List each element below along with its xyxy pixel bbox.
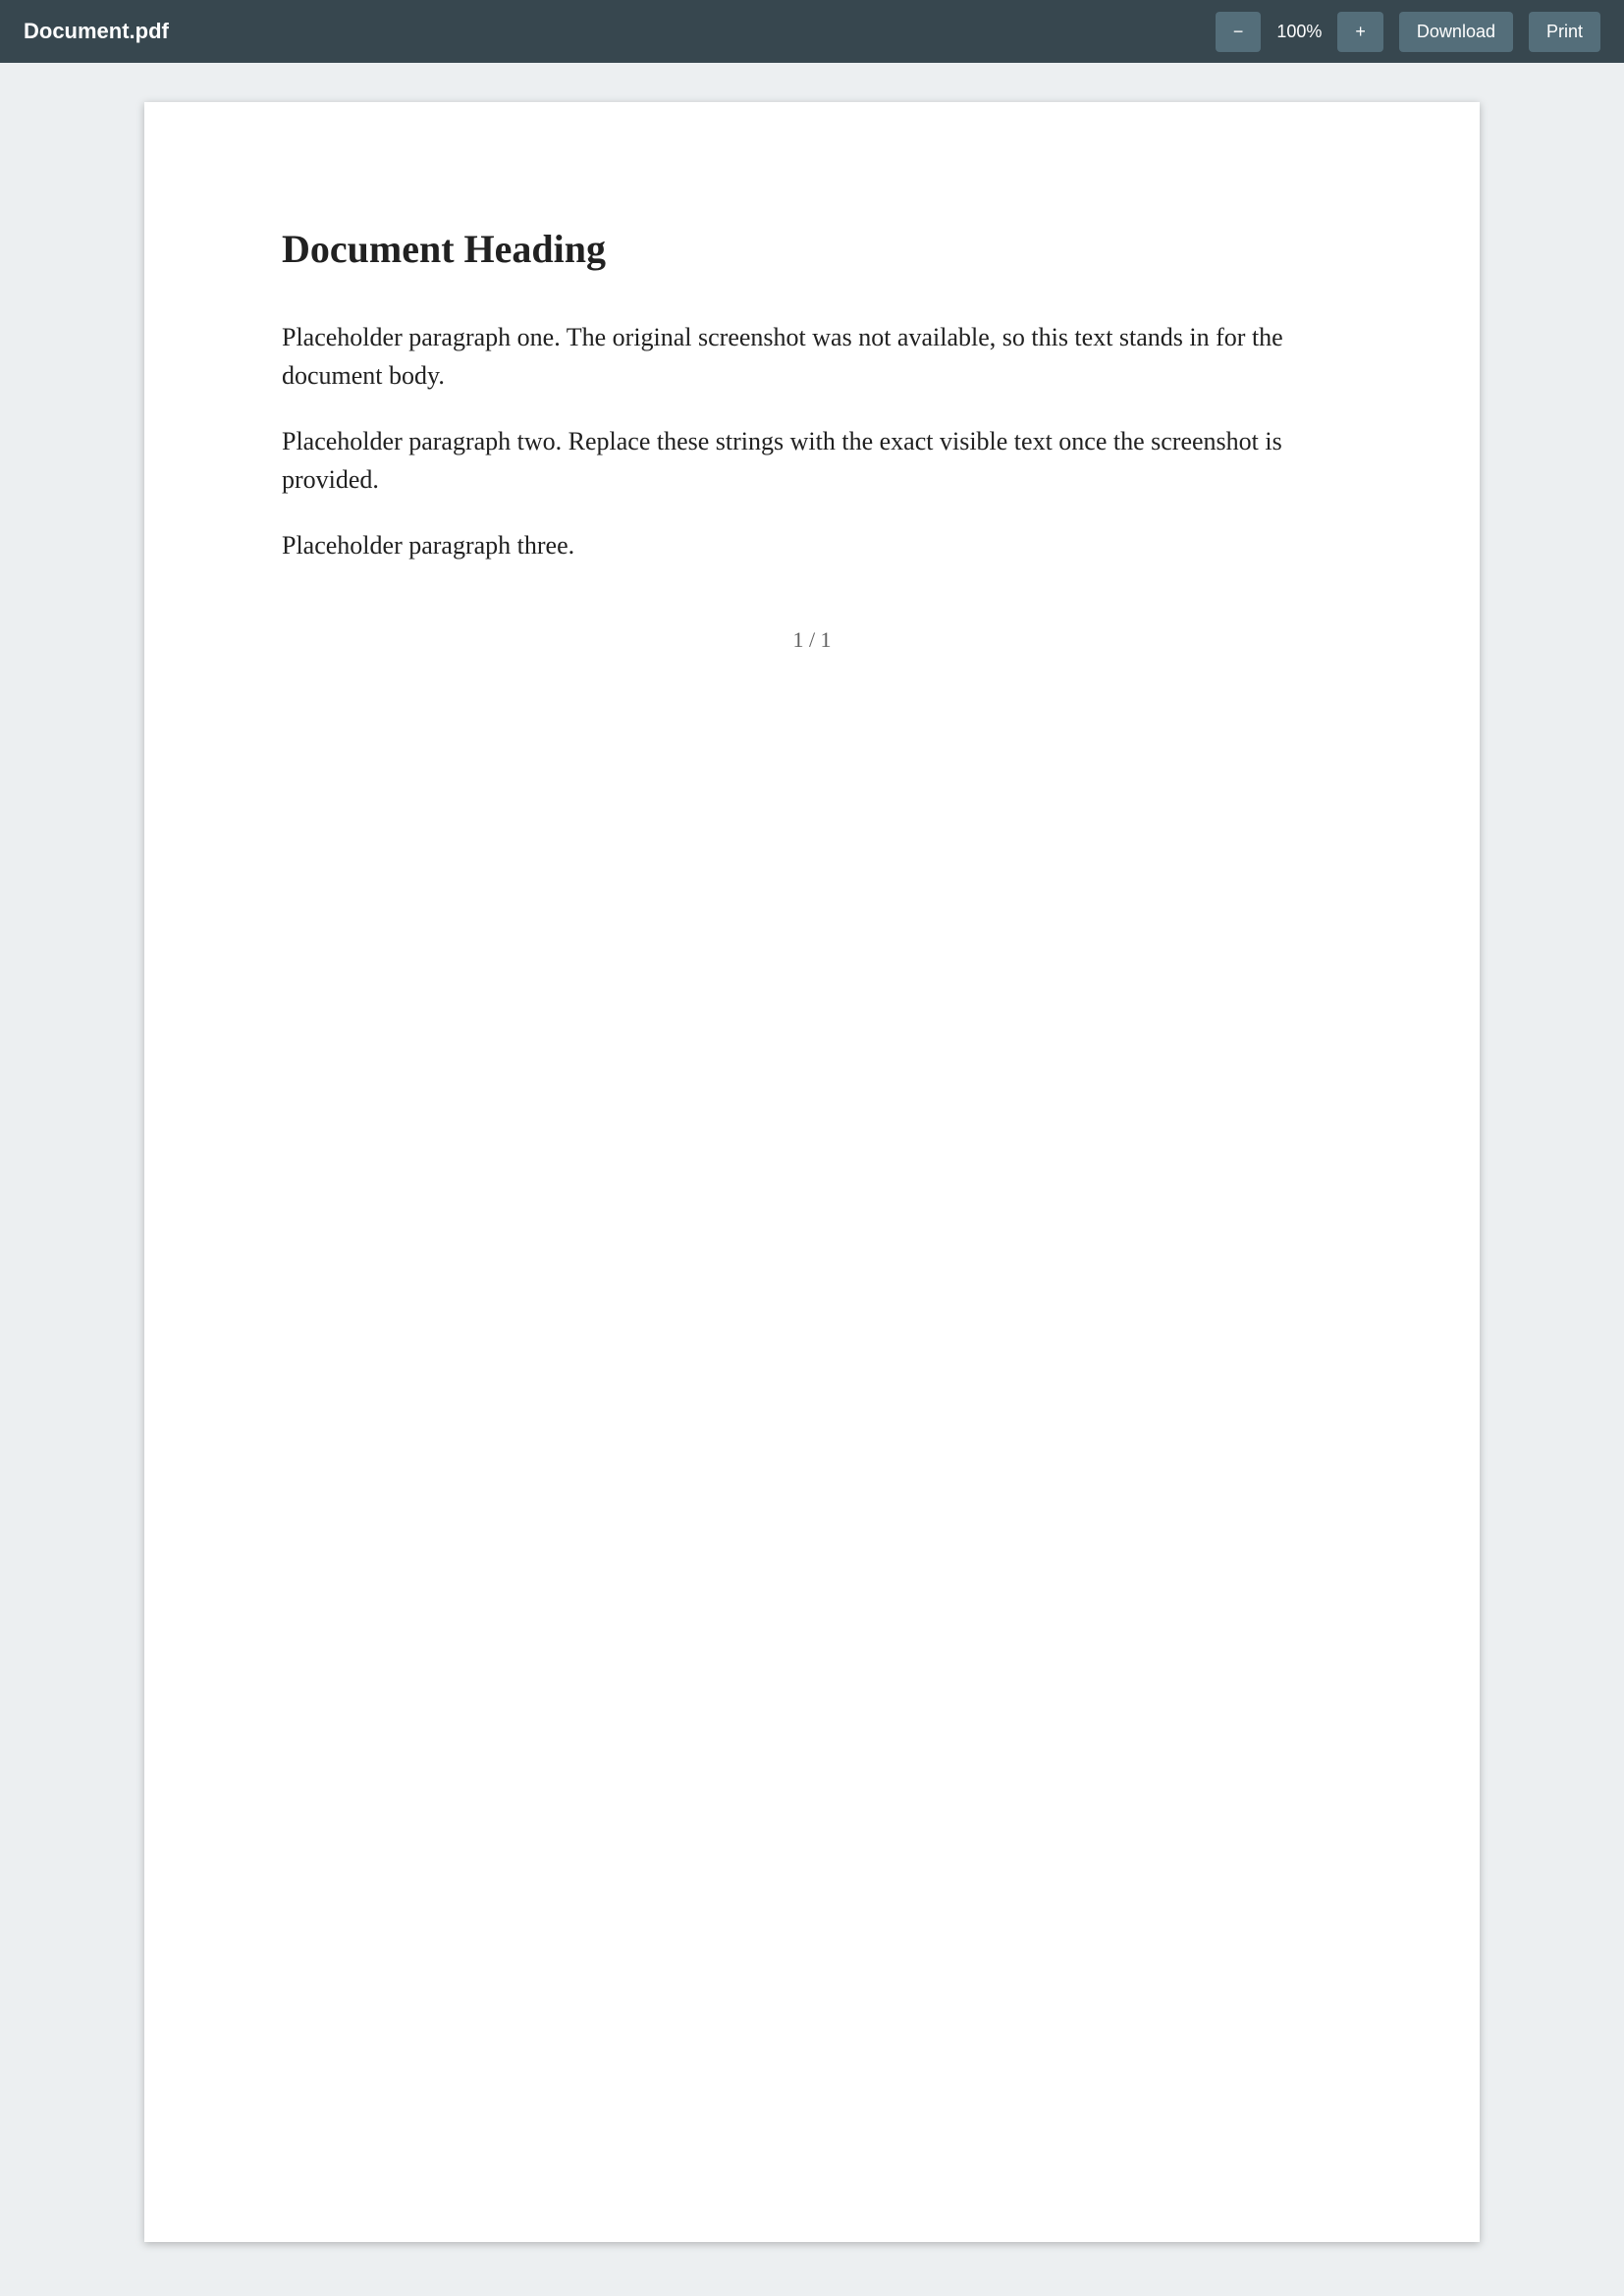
body-paragraph: Placeholder paragraph two. Replace these strings with the exact visible text once the screenshot is provided. bbox=[282, 427, 1282, 494]
document-page bbox=[144, 102, 1480, 2242]
page-heading: Document Heading bbox=[282, 227, 606, 271]
page-number: 1 / 1 bbox=[792, 627, 832, 652]
body-paragraph: Placeholder paragraph one. The original screenshot was not available, so this text stands in for the document body. bbox=[282, 323, 1283, 390]
zoom-level: 100% bbox=[1276, 21, 1323, 41]
viewer-area[interactable] bbox=[0, 63, 1624, 2296]
body-paragraph: Placeholder paragraph three. bbox=[282, 531, 575, 560]
document-title: Document.pdf bbox=[24, 19, 169, 43]
toolbar bbox=[0, 0, 1624, 63]
zoom-out-button[interactable]: − bbox=[1216, 12, 1262, 52]
download-button[interactable]: Download bbox=[1399, 12, 1513, 52]
print-button[interactable]: Print bbox=[1529, 12, 1600, 52]
zoom-in-button[interactable]: + bbox=[1337, 12, 1383, 52]
